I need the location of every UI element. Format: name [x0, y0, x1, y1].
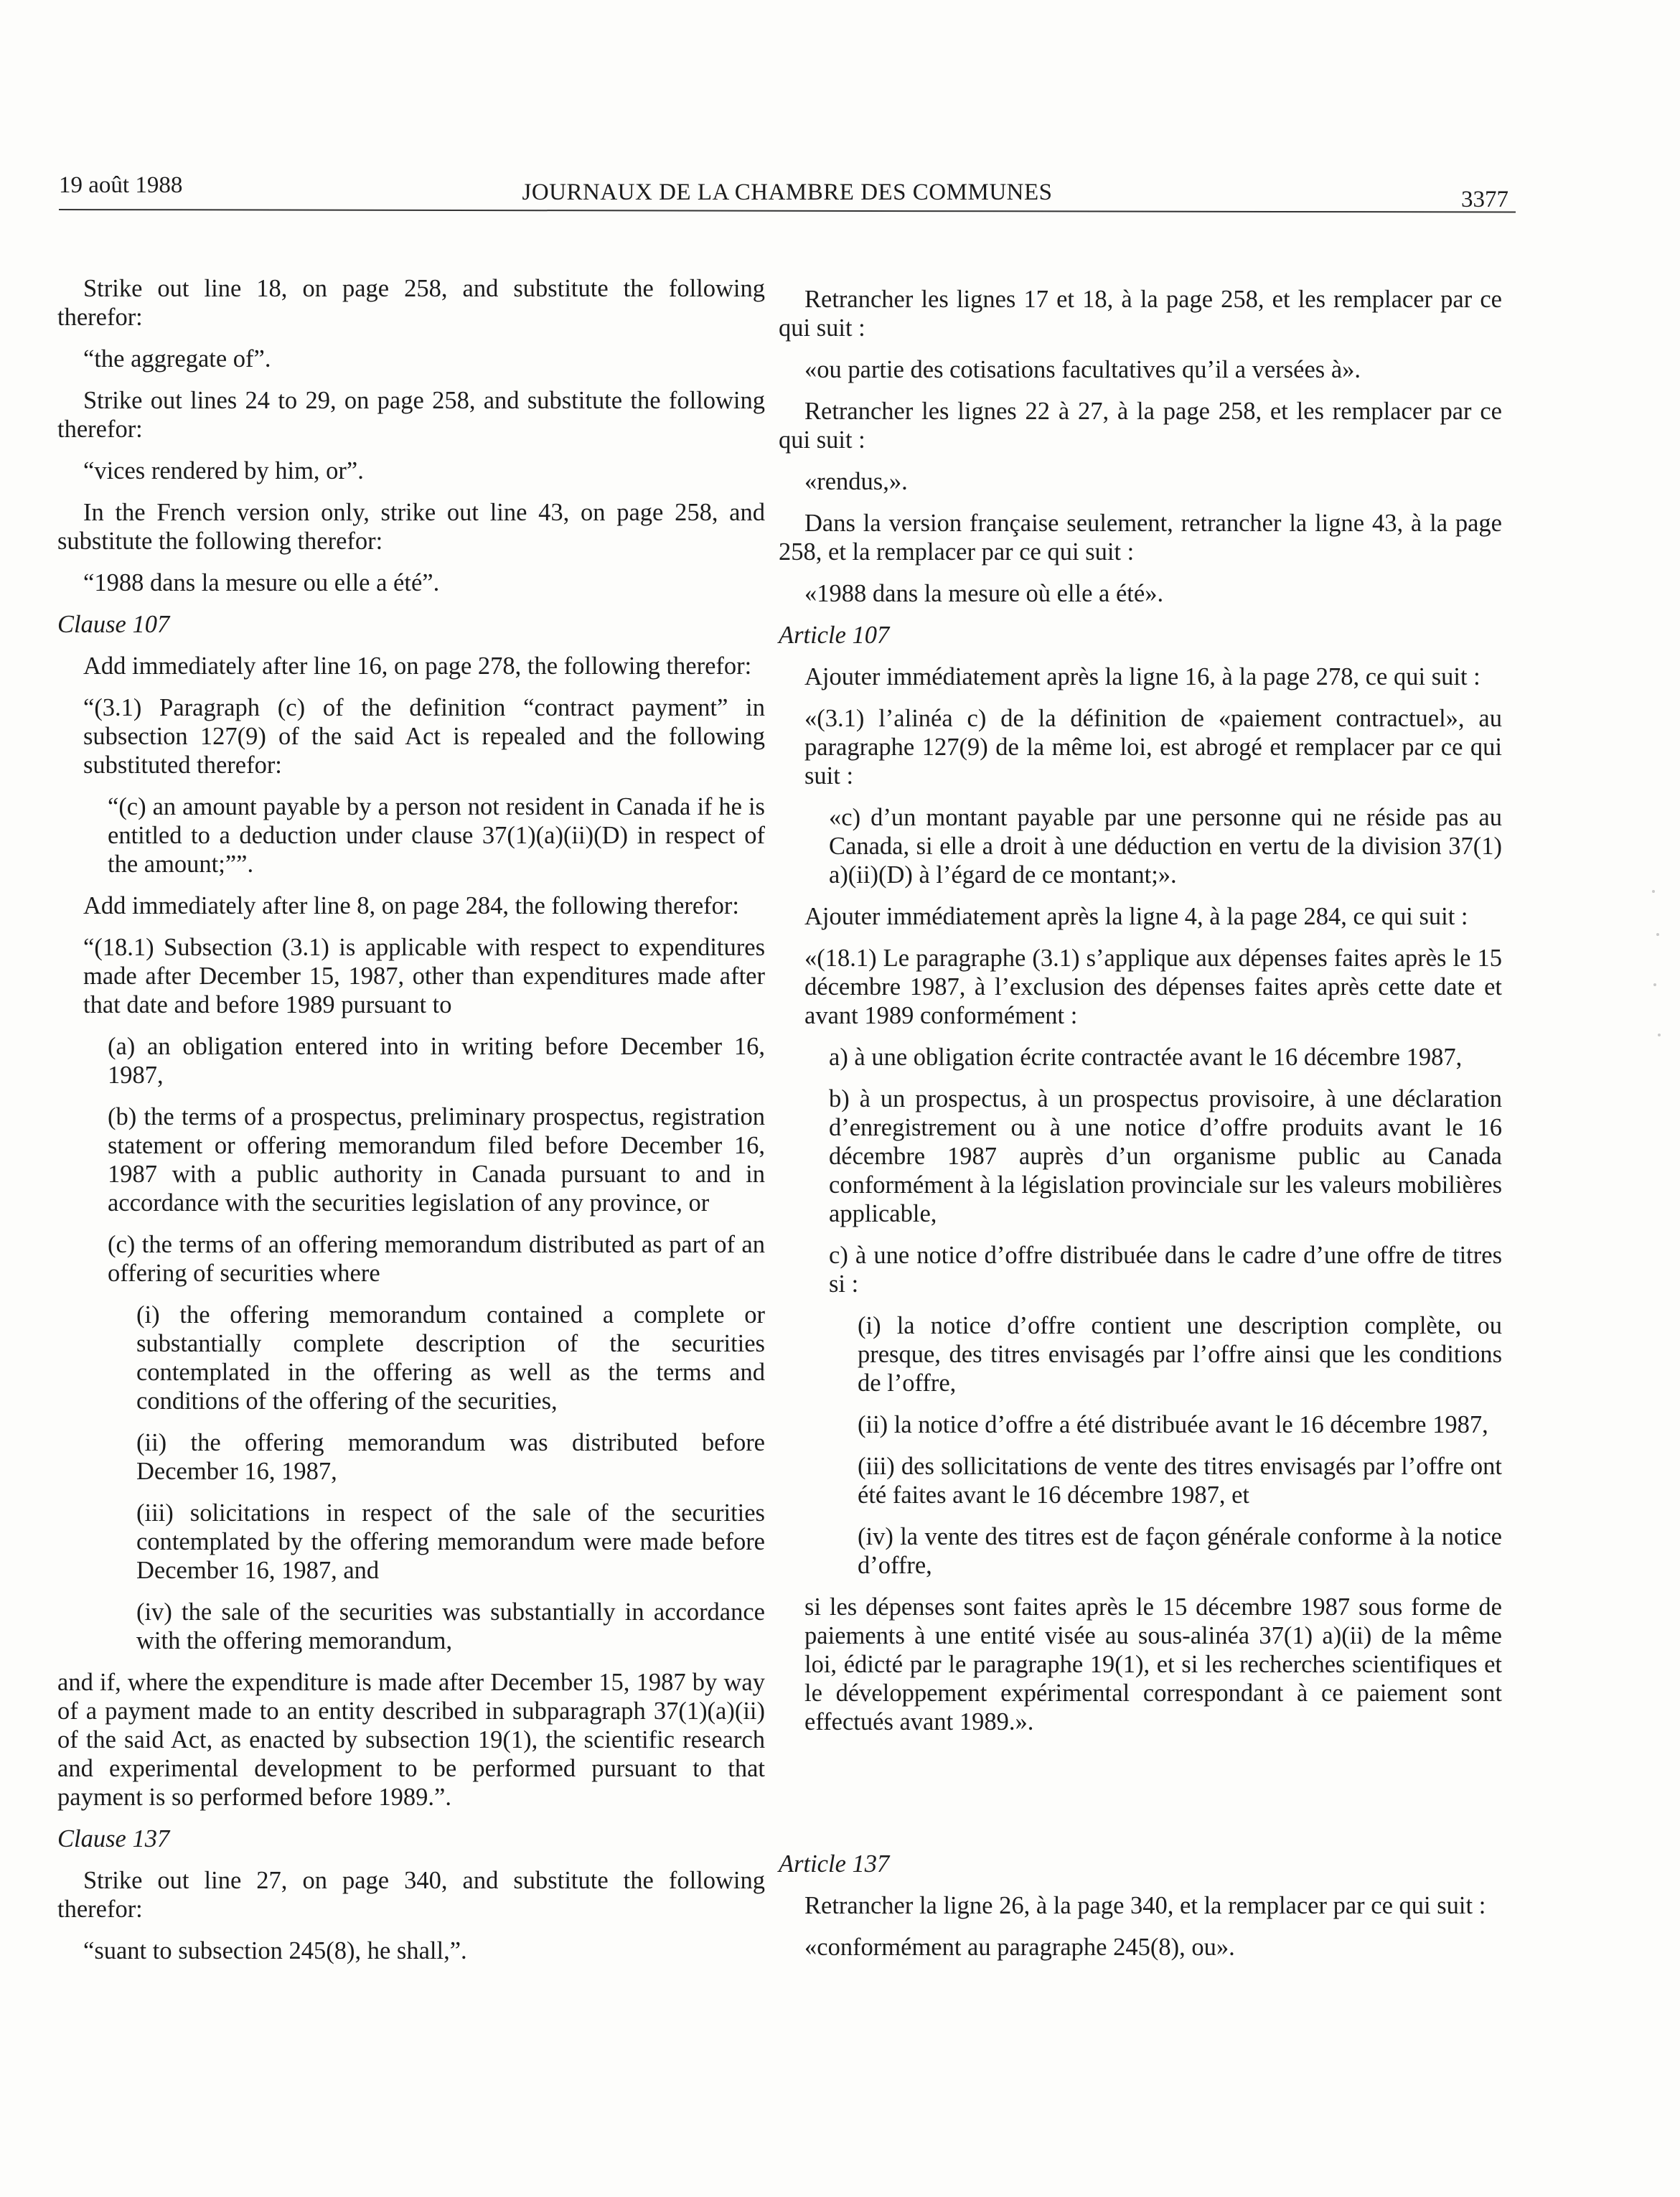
amendment-subparagraph: (b) the terms of a prospectus, preliminary prospectus, registration statement or offering memorandum filed before December 16, 1987 with a public authority in Canada pursuant to and in accordance with the securities legislation of any province, or: [108, 1103, 765, 1217]
instruction-paragraph: In the French version only, strike out line 43, on page 258, and substitute the following therefor:: [57, 499, 765, 555]
amendment-item: (i) la notice d’offre contient une description complète, ou presque, des titres envisagés par l’offre ainsi que les conditions de l’offre,: [858, 1312, 1502, 1397]
amendment-item: (ii) the offering memorandum was distributed before December 16, 1987,: [136, 1429, 765, 1485]
speck: [1658, 1034, 1661, 1036]
instruction-paragraph: Ajouter immédiatement après la ligne 4, à la page 284, ce qui suit :: [804, 903, 1468, 930]
amendment-subparagraph: «c) d’un montant payable par une personne qui ne réside pas au Canada, si elle a droit à une déduction en vertu de la division 37(1) a)(ii)(D) à l’égard de ce montant;».: [829, 804, 1502, 889]
instruction-paragraph: Dans la version française seulement, retrancher la ligne 43, à la page 258, et la remplacer par ce qui suit :: [779, 510, 1502, 566]
amendment-subparagraph: (a) an obligation entered into in writing before December 16, 1987,: [108, 1033, 765, 1089]
amendment-subparagraph: c) à une notice d’offre distribuée dans le cadre d’une offre de titres si :: [829, 1242, 1502, 1298]
quoted-text: “suant to subsection 245(8), he shall,”.: [83, 1937, 467, 1964]
amendment-item: (iii) des sollicitations de vente des titres envisagés par l’offre ont été faites avant le 16 décembre 1987, et: [858, 1453, 1502, 1509]
instruction-paragraph: Add immediately after line 8, on page 284, the following therefor:: [83, 892, 739, 919]
amendment-text: «(3.1) l’alinéa c) de la définition de «paiement contractuel», au paragraphe 127(9) de la même loi, est abrogé et remplacer par ce qui suit :: [804, 705, 1502, 790]
amendment-text: «(18.1) Le paragraphe (3.1) s’applique aux dépenses faites après le 15 décembre 1987, à l’exclusion des dépenses faites après cette date et avant 1989 conformément :: [804, 945, 1502, 1029]
article-heading: Article 107: [779, 622, 890, 649]
instruction-paragraph: Ajouter immédiatement après la ligne 16, à la page 278, ce qui suit :: [804, 663, 1480, 690]
amendment-item: (i) the offering memorandum contained a complete or substantially complete description of the securities contemplated in the offering as well as the terms and conditions of the offering of the securities,: [136, 1301, 765, 1415]
instruction-paragraph: Retrancher les lignes 17 et 18, à la page 258, et les remplacer par ce qui suit :: [779, 286, 1502, 342]
quoted-text: «ou partie des cotisations facultatives qu’il a versées à».: [804, 356, 1361, 383]
french-column: [779, 285, 1502, 1975]
amendment-subparagraph: b) à un prospectus, à un prospectus provisoire, à une déclaration d’enregistrement ou à une notice d’offre produits avant le 16 décembre 1987 auprès d’un organisme public au Canada conformément à la législation provinciale sur les valeurs mobilières applicable,: [829, 1085, 1502, 1227]
amendment-subparagraph: a) à une obligation écrite contractée avant le 16 décembre 1987,: [829, 1044, 1463, 1071]
column-spacer: [779, 1749, 1502, 1850]
clause-heading: Clause 137: [57, 1825, 170, 1852]
instruction-paragraph: Retrancher la ligne 26, à la page 340, et la remplacer par ce qui suit :: [804, 1892, 1486, 1919]
instruction-paragraph: Strike out line 18, on page 258, and substitute the following therefor:: [57, 275, 765, 331]
article-heading: Article 137: [779, 1850, 890, 1878]
page-number: 3377: [1461, 187, 1508, 212]
quoted-text: “the aggregate of”.: [83, 345, 271, 373]
quoted-text: «conformément au paragraphe 245(8), ou».: [804, 1934, 1235, 1961]
instruction-paragraph: Strike out line 27, on page 340, and substitute the following therefor:: [57, 1867, 765, 1923]
amendment-item: (iii) solicitations in respect of the sale of the securities contemplated by the offering memorandum were made before December 16, 1987, and: [136, 1499, 765, 1584]
amendment-item: (iv) la vente des titres est de façon générale conforme à la notice d’offre,: [858, 1523, 1502, 1579]
instruction-paragraph: Add immediately after line 16, on page 278, the following therefor:: [83, 652, 752, 680]
amendment-closing: and if, where the expenditure is made after December 15, 1987 by way of a payment made to an entity described in subparagraph 37(1)(a)(ii) of the said Act, as enacted by subsection 19(1), the scientific research and experimental development to be performed pursuant to that payment is so performed before 1989.”.: [57, 1669, 765, 1811]
speck: [1652, 890, 1655, 893]
amendment-item: (iv) the sale of the securities was substantially in accordance with the offering memorandum,: [136, 1598, 765, 1654]
instruction-paragraph: Strike out lines 24 to 29, on page 258, and substitute the following therefor:: [57, 387, 765, 443]
header-date: 19 août 1988: [59, 172, 183, 198]
scan-specks: [1651, 883, 1665, 1055]
clause-heading: Clause 107: [57, 611, 170, 638]
amendment-closing: si les dépenses sont faites après le 15 décembre 1987 sous forme de paiements à une entité visée au sous-alinéa 37(1) a)(ii) de la même loi, édicté par le paragraphe 19(1), et si les recherches scientifiques et le développement expérimental correspondant à ce paiement sont effectués avant 1989.».: [804, 1593, 1502, 1735]
speck: [1653, 983, 1656, 986]
quoted-text: “1988 dans la mesure ou elle a été”.: [83, 569, 440, 596]
english-column: [57, 274, 765, 1978]
speck: [1656, 933, 1659, 936]
journal-title: JOURNAUX DE LA CHAMBRE DES COMMUNES: [522, 179, 1053, 205]
amendment-text: “(3.1) Paragraph (c) of the definition “contract payment” in subsection 127(9) of the said Act is repealed and the following substituted therefor:: [83, 694, 765, 779]
quoted-text: “vices rendered by him, or”.: [83, 457, 364, 484]
quoted-text: «1988 dans la mesure où elle a été».: [804, 580, 1164, 607]
amendment-item: (ii) la notice d’offre a été distribuée avant le 16 décembre 1987,: [858, 1411, 1488, 1438]
amendment-subparagraph: (c) the terms of an offering memorandum distributed as part of an offering of securities where: [108, 1231, 765, 1287]
amendment-text: “(18.1) Subsection (3.1) is applicable with respect to expenditures made after December 15, 1987, other than expenditures made after that date and before 1989 pursuant to: [83, 934, 765, 1018]
amendment-subparagraph: “(c) an amount payable by a person not resident in Canada if he is entitled to a deduction under clause 37(1)(a)(ii)(D) in respect of the amount;””.: [108, 793, 765, 878]
quoted-text: «rendus,».: [804, 468, 908, 495]
instruction-paragraph: Retrancher les lignes 22 à 27, à la page 258, et les remplacer par ce qui suit :: [779, 398, 1502, 454]
